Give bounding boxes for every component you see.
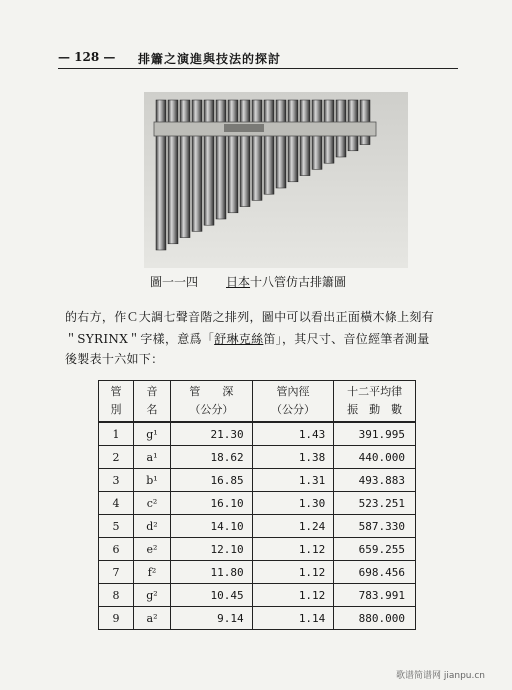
cell-diameter: 1.14 bbox=[252, 607, 334, 630]
cell-depth: 10.45 bbox=[171, 584, 253, 607]
table-row bbox=[99, 584, 416, 607]
pipe-tube bbox=[192, 100, 202, 231]
pipe-tube bbox=[300, 100, 310, 176]
cell-note-name: a² bbox=[134, 607, 171, 630]
cell-diameter: 1.12 bbox=[252, 584, 334, 607]
data-table-wrap bbox=[98, 380, 416, 628]
cell-frequency: 440.000 bbox=[334, 446, 416, 469]
cell-frequency: 391.995 bbox=[334, 422, 416, 446]
cell-note-name: g² bbox=[134, 584, 171, 607]
pipe-tube bbox=[204, 100, 214, 225]
table-header-row bbox=[99, 381, 416, 423]
pipe-tube bbox=[252, 100, 262, 200]
cell-note-name: e² bbox=[134, 538, 171, 561]
paragraph-line-2b: 笛」，其尺寸、音位經筆者測量 bbox=[263, 332, 430, 346]
pipe-tube bbox=[168, 100, 178, 244]
col-header-depth: 管 深 （公分） bbox=[171, 381, 253, 423]
col-header-frequency: 十二平均律 振 動 數 bbox=[334, 381, 416, 423]
pipe-tube bbox=[264, 100, 274, 194]
col-header-pipe: 管 別 bbox=[99, 381, 134, 423]
cell-frequency: 659.255 bbox=[334, 538, 416, 561]
cell-frequency: 880.000 bbox=[334, 607, 416, 630]
cell-frequency: 587.330 bbox=[334, 515, 416, 538]
figure-caption bbox=[150, 273, 410, 290]
figure-title-rest: 十八管仿古排簫圖 bbox=[250, 275, 347, 289]
table-row bbox=[99, 515, 416, 538]
paragraph-line-2-underlined: 舒琳克絲 bbox=[214, 332, 264, 346]
cell-frequency: 493.883 bbox=[334, 469, 416, 492]
cell-depth: 12.10 bbox=[171, 538, 253, 561]
cell-frequency: 698.456 bbox=[334, 561, 416, 584]
table-row bbox=[99, 561, 416, 584]
cell-depth: 16.85 bbox=[171, 469, 253, 492]
cell-diameter: 1.38 bbox=[252, 446, 334, 469]
crossbar bbox=[154, 122, 376, 136]
cell-frequency: 523.251 bbox=[334, 492, 416, 515]
cell-depth: 21.30 bbox=[171, 422, 253, 446]
table-row bbox=[99, 422, 416, 446]
table-row bbox=[99, 607, 416, 630]
cell-pipe-number: 3 bbox=[99, 469, 134, 492]
cell-depth: 9.14 bbox=[171, 607, 253, 630]
crossbar-inscription bbox=[224, 124, 264, 132]
table-row bbox=[99, 446, 416, 469]
watermark: 歌谱简谱网 jianpu.cn bbox=[396, 671, 486, 681]
cell-note-name: b¹ bbox=[134, 469, 171, 492]
cell-pipe-number: 5 bbox=[99, 515, 134, 538]
cell-note-name: f² bbox=[134, 561, 171, 584]
cell-diameter: 1.31 bbox=[252, 469, 334, 492]
pipe-tube bbox=[180, 100, 190, 238]
cell-diameter: 1.43 bbox=[252, 422, 334, 446]
page-number: — 128 — bbox=[58, 50, 116, 64]
cell-diameter: 1.24 bbox=[252, 515, 334, 538]
cell-pipe-number: 2 bbox=[99, 446, 134, 469]
paragraph-line-2 bbox=[65, 330, 465, 347]
pipe-tube bbox=[228, 100, 238, 213]
cell-diameter: 1.30 bbox=[252, 492, 334, 515]
cell-pipe-number: 7 bbox=[99, 561, 134, 584]
cell-pipe-number: 4 bbox=[99, 492, 134, 515]
pipe-tube bbox=[216, 100, 226, 219]
cell-diameter: 1.12 bbox=[252, 561, 334, 584]
cell-note-name: g¹ bbox=[134, 422, 171, 446]
pipe-tube bbox=[240, 100, 250, 207]
col-header-diameter: 管內徑 （公分） bbox=[252, 381, 334, 423]
pipe-measurement-table bbox=[98, 380, 416, 630]
header-rule bbox=[58, 68, 458, 69]
cell-depth: 16.10 bbox=[171, 492, 253, 515]
cell-note-name: c² bbox=[134, 492, 171, 515]
cell-diameter: 1.12 bbox=[252, 538, 334, 561]
table-row bbox=[99, 492, 416, 515]
cell-pipe-number: 1 bbox=[99, 422, 134, 446]
table-row bbox=[99, 469, 416, 492]
paragraph-line-3: 後製表十六如下： bbox=[65, 352, 164, 366]
cell-note-name: a¹ bbox=[134, 446, 171, 469]
paragraph-line-2a: ＂SYRINX＂字樣，意爲「 bbox=[65, 332, 215, 346]
cell-pipe-number: 9 bbox=[99, 607, 134, 630]
col-header-note: 音 名 bbox=[134, 381, 171, 423]
running-title: 排簫之演進與技法的探討 bbox=[138, 52, 282, 66]
paragraph-line-1: 的右方，作Ｃ大調七聲音階之排列，圖中可以看出正面橫木條上刻有 bbox=[65, 310, 435, 324]
cell-note-name: d² bbox=[134, 515, 171, 538]
cell-depth: 18.62 bbox=[171, 446, 253, 469]
cell-pipe-number: 8 bbox=[99, 584, 134, 607]
cell-pipe-number: 6 bbox=[99, 538, 134, 561]
panpipe-photo bbox=[144, 92, 408, 268]
cell-frequency: 783.991 bbox=[334, 584, 416, 607]
pipe-tube bbox=[288, 100, 298, 182]
table-body bbox=[99, 422, 416, 630]
pipe-tube bbox=[276, 100, 286, 188]
figure-label: 圖一一四 bbox=[150, 275, 199, 289]
page-header bbox=[58, 48, 458, 68]
table-row bbox=[99, 538, 416, 561]
figure-title-underlined: 日本 bbox=[226, 275, 251, 289]
panpipe-illustration bbox=[144, 92, 408, 268]
cell-depth: 14.10 bbox=[171, 515, 253, 538]
cell-depth: 11.80 bbox=[171, 561, 253, 584]
